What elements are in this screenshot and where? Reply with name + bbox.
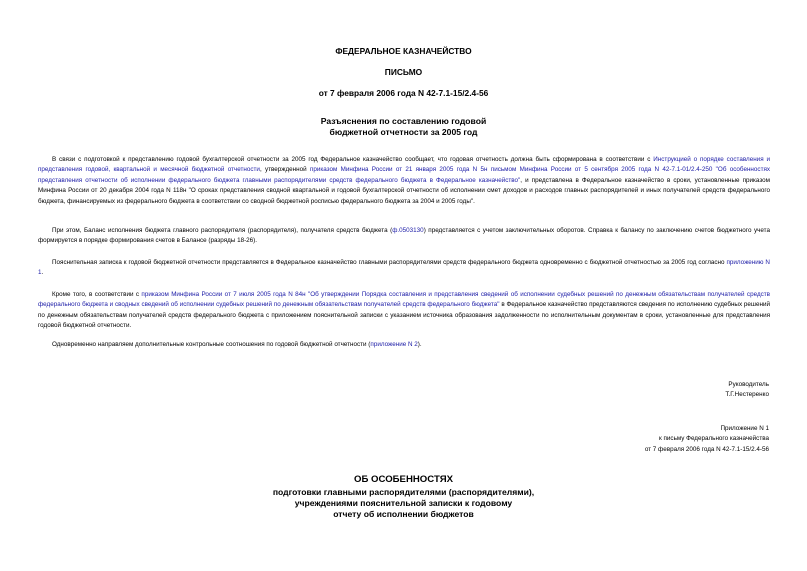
signature-role: Руководитель [728, 381, 769, 388]
p1-text-4: , и представлена в Федеральное казначейство в сроки, установленные приказом Минфина России от 20 декабря 2004 года N 118н "О сроках представления сводной квартальной и годовой бухгалтерской отчетности об исполнении смет доходов и расходов главных распорядителей и иных получателей средств федерального бюджета, финансируемых из федерального бюджета в соответствии со сводной бюджетной росписью федерального бюджета за 2004 и 2005 годы". [38, 176, 771, 205]
signature-block [469, 380, 769, 401]
p1-text-1: В связи с подготовкой к представлению годовой бухгалтерской отчетности за 2005 год Федеральное казначейство сообщает, что годовая отчетность должна быть сформирована в соответствии с [52, 156, 654, 163]
appendix-2-link[interactable]: приложение N 2 [370, 341, 418, 348]
p4-text-2: в Федеральное казначейство представляются сведения по исполнению судебных решений по денежным обязательствам получателей средств федерального бюджета с приложением пояснительной записки с указанием источника образования задолженности по исполнительным документам в сроки, установленные для представления годовой бюджетной отчетности. [38, 301, 770, 330]
doc-subject-line2: бюджетной отчетности за 2005 год [329, 127, 478, 137]
paragraph-5 [38, 340, 770, 350]
p3-text-1: Пояснительная записка к годовой бюджетной отчетности представляется в Федеральное казначейство главными распорядителями средств федерального бюджета одновременно с бюджетной отчетностью за 2005 год согласно [52, 259, 727, 266]
minfin-letter-link[interactable]: письмом Минфина России от 5 сентября 2005 года N 42-7.1-01/2.4-250 "Об особенностях представления отчетности об исполнении федерального бюджета главными распорядителями средств федерального бюджета в Федеральное казначейство" [38, 166, 771, 184]
appendix-number: Приложение N 1 [720, 425, 769, 432]
p4-text-1: Кроме того, в соответствии с [52, 291, 142, 298]
form-0503130-link[interactable]: ф.0503130 [392, 227, 424, 234]
instruction-link[interactable]: Инструкцией о порядке составления и представления годовой, квартальной и месячной бюджетной отчетности [38, 156, 770, 174]
doc-subject-line1: Разъяснения по составлению годовой [320, 116, 487, 126]
order-84n-link[interactable]: приказом Минфина России от 7 июля 2005 года N 84н "Об утверждении Порядка составления и представления сведений об исполнении судебных решений по денежным обязательствам получателей средств федерального бюджета и сводных сведений об исполнении судебных решений по денежным обязательствам получателей средств федерального бюджета" [38, 291, 770, 309]
p2-text-2: ) представляется с учетом заключительных оборотов. Справка к балансу по заключению счетов бюджетного учета формируется в порядке формирования счетов в Балансе (разряды 18-26). [38, 227, 770, 245]
appendix-header [469, 424, 769, 455]
appendix-date: от 7 февраля 2006 года N 42-7.1-15/2.4-56 [644, 445, 769, 453]
paragraph-3 [38, 258, 770, 279]
p5-text-1: Одновременно направляем дополнительные контрольные соотношения по годовой бюджетной отчетности ( [52, 341, 371, 348]
doc-date: от 7 февраля 2006 года N 42-7.1-15/2.4-56 [318, 88, 489, 98]
order-5n-link[interactable]: приказом Минфина России от 21 января 2005 года N 5н [309, 166, 488, 174]
appendix-reference: к письму Федерального казначейства [659, 435, 769, 443]
doc-type: ПИСЬМО [384, 67, 423, 77]
appendix-subtitle-line1: подготовки главными распорядителями (распорядителями), [272, 487, 535, 497]
signature-name: Т.Г.Нестеренко [725, 391, 769, 399]
paragraph-1 [38, 155, 770, 207]
appendix-1-link[interactable]: приложению N 1 [38, 259, 770, 277]
appendix-title: ОБ ОСОБЕННОСТЯХ [354, 474, 453, 485]
p3-text-2: . [41, 269, 44, 277]
p5-text-2: ). [417, 341, 422, 348]
p1-text-2: , утвержденной [259, 166, 310, 174]
appendix-subtitle-line3: отчету об исполнении бюджетов [333, 509, 474, 519]
paragraph-2 [38, 226, 770, 247]
appendix-subtitle-line2: учреждениями пояснительной записки к годовому [294, 498, 513, 508]
paragraph-4 [38, 290, 770, 332]
p2-text-1: При этом, Баланс исполнения бюджета главного распорядителя (распорядителя), получателя средств бюджета ( [52, 227, 393, 234]
org-name: ФЕДЕРАЛЬНОЕ КАЗНАЧЕЙСТВО [335, 46, 472, 56]
